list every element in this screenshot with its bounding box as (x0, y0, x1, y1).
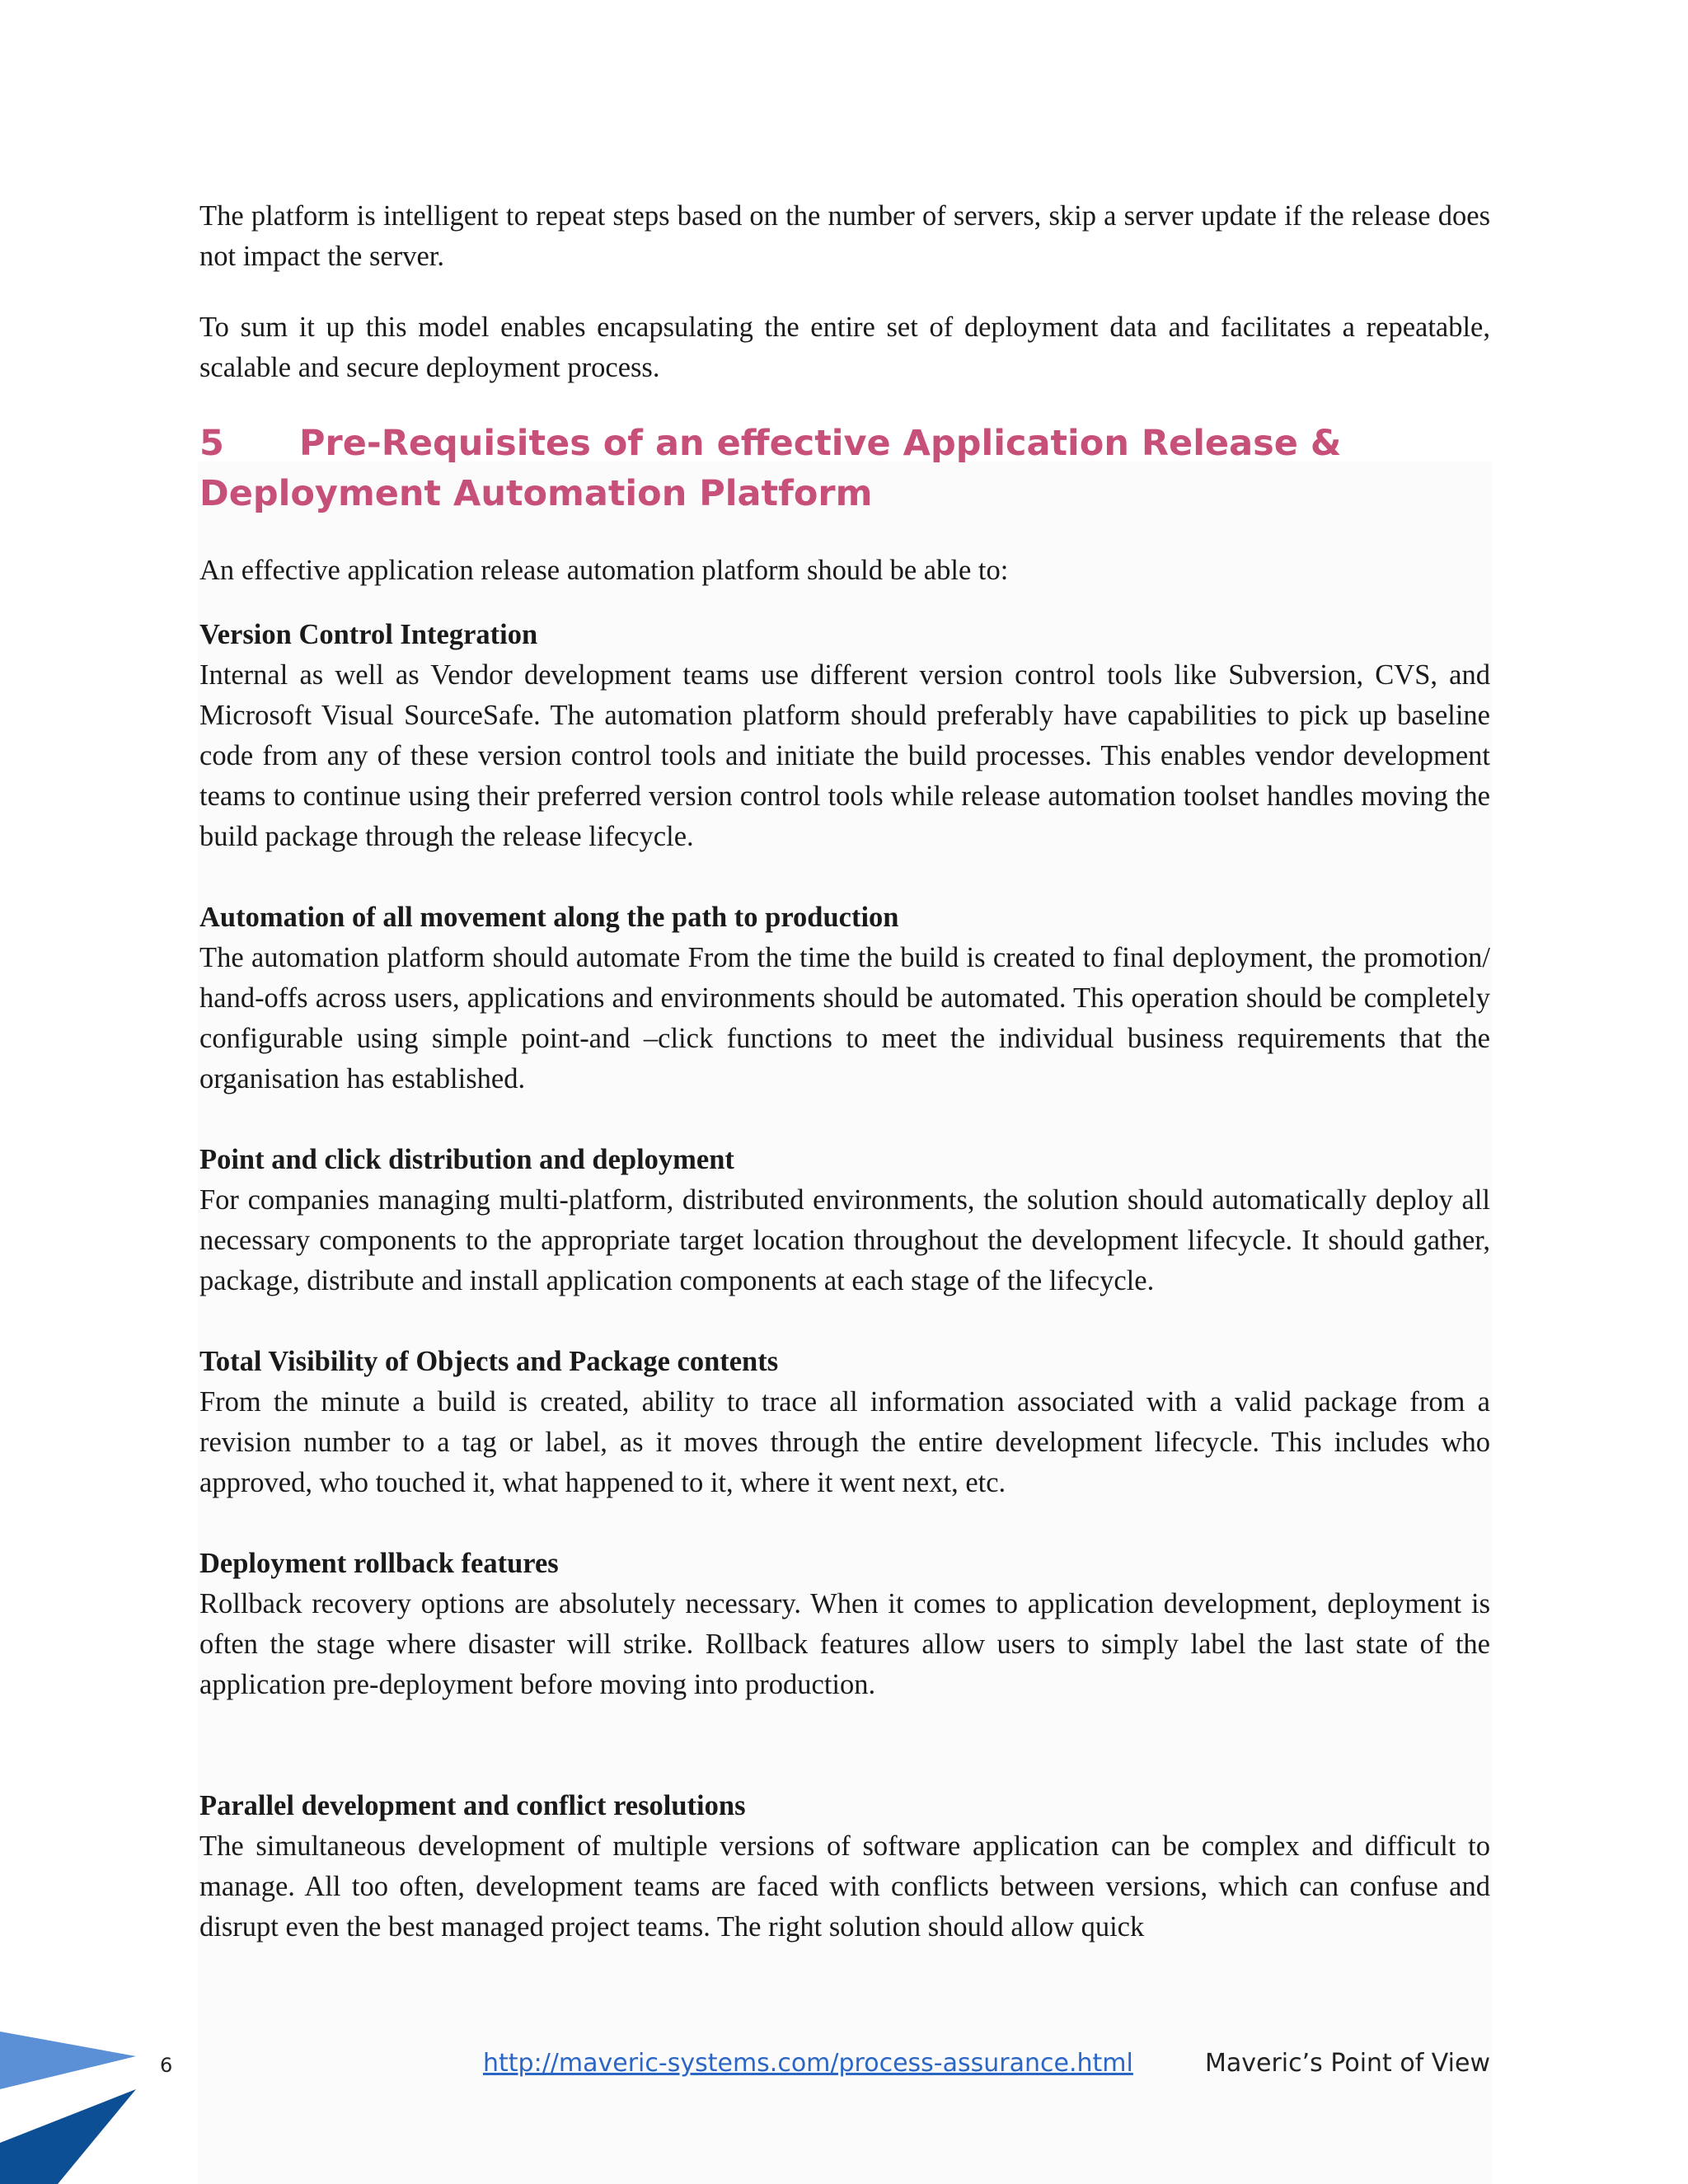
requirement-title: Parallel development and conflict resolutions (199, 1790, 746, 1821)
requirement-section (199, 898, 1490, 1099)
requirement-body: Rollback recovery options are absolutely necessary. When it comes to application development, deployment is often the stage where disaster will strike. Rollback features allow users to simply label the last state of the application pre-deployment before moving into production. (199, 1588, 1490, 1700)
lead-paragraph: An effective application release automation platform should be able to: (199, 555, 1009, 586)
section-heading (199, 419, 1490, 519)
requirement-body: The automation platform should automate From the time the build is created to final deployment, the promotion/ hand-offs across users, applications and environments should be automated. This operation should be completely configurable using simple point-and –click functions to meet the individual business requirements that the organisation has established. (199, 942, 1490, 1094)
requirement-title: Point and click distribution and deployment (199, 1144, 734, 1175)
intro-paragraph: The platform is intelligent to repeat steps based on the number of servers, skip a server update if the release does not impact the server. (199, 200, 1490, 272)
page-number: 6 (160, 2054, 173, 2077)
requirement-body: The simultaneous development of multiple versions of software application can be complex and difficult to manage. All too often, development teams are faced with conflicts between versions, which can confuse and disrupt even the best managed project teams. The right solution should allow quick (199, 1830, 1490, 1943)
requirement-body: From the minute a build is created, ability to trace all information associated with a valid package from a revision number to a tag or label, as it moves through the entire development lifecycle. This includes who approved, who touched it, what happened to it, where it went next, etc. (199, 1386, 1490, 1498)
logo-light-chevron (0, 2032, 136, 2089)
footer-link[interactable]: http://maveric-systems.com/process-assurance.html (483, 2049, 1133, 2078)
document-body (199, 196, 1490, 1988)
requirement-title: Version Control Integration (199, 619, 538, 650)
heading-number: 5 (199, 423, 224, 464)
logo-dark-chevron (0, 2089, 136, 2184)
requirement-body: For companies managing multi-platform, distributed environments, the solution should automatically deploy all necessary components to the appropriate target location throughout the development lifecycle. It should gather, package, distribute and install application components at each stage of the lifecycle. (199, 1184, 1490, 1296)
intro-paragraph: To sum it up this model enables encapsulating the entire set of deployment data and facilitates a repeatable, scalable and secure deployment process. (199, 312, 1490, 383)
requirement-section (199, 1140, 1490, 1301)
requirement-section (199, 1786, 1490, 1947)
requirement-section (199, 1342, 1490, 1503)
footer-brand: Maveric’s Point of View (1204, 2049, 1490, 2078)
heading-title: Pre-Requisites of an effective Application Release & Deployment Automation Platform (199, 423, 1342, 514)
requirement-title: Total Visibility of Objects and Package contents (199, 1346, 779, 1377)
requirement-section (199, 1544, 1490, 1705)
requirement-body: Internal as well as Vendor development teams use different version control tools like Subversion, CVS, and Microsoft Visual SourceSafe. The automation platform should preferably have capabilities to pick up baseline code from any of these version control tools and initiate the build processes. This enables vendor development teams to continue using their preferred version control tools while release automation toolset handles moving the build package through the release lifecycle. (199, 659, 1490, 852)
requirement-title: Deployment rollback features (199, 1548, 559, 1579)
requirement-section (199, 615, 1490, 857)
company-logo-icon (0, 1974, 140, 2184)
requirement-title: Automation of all movement along the path to production (199, 902, 899, 933)
